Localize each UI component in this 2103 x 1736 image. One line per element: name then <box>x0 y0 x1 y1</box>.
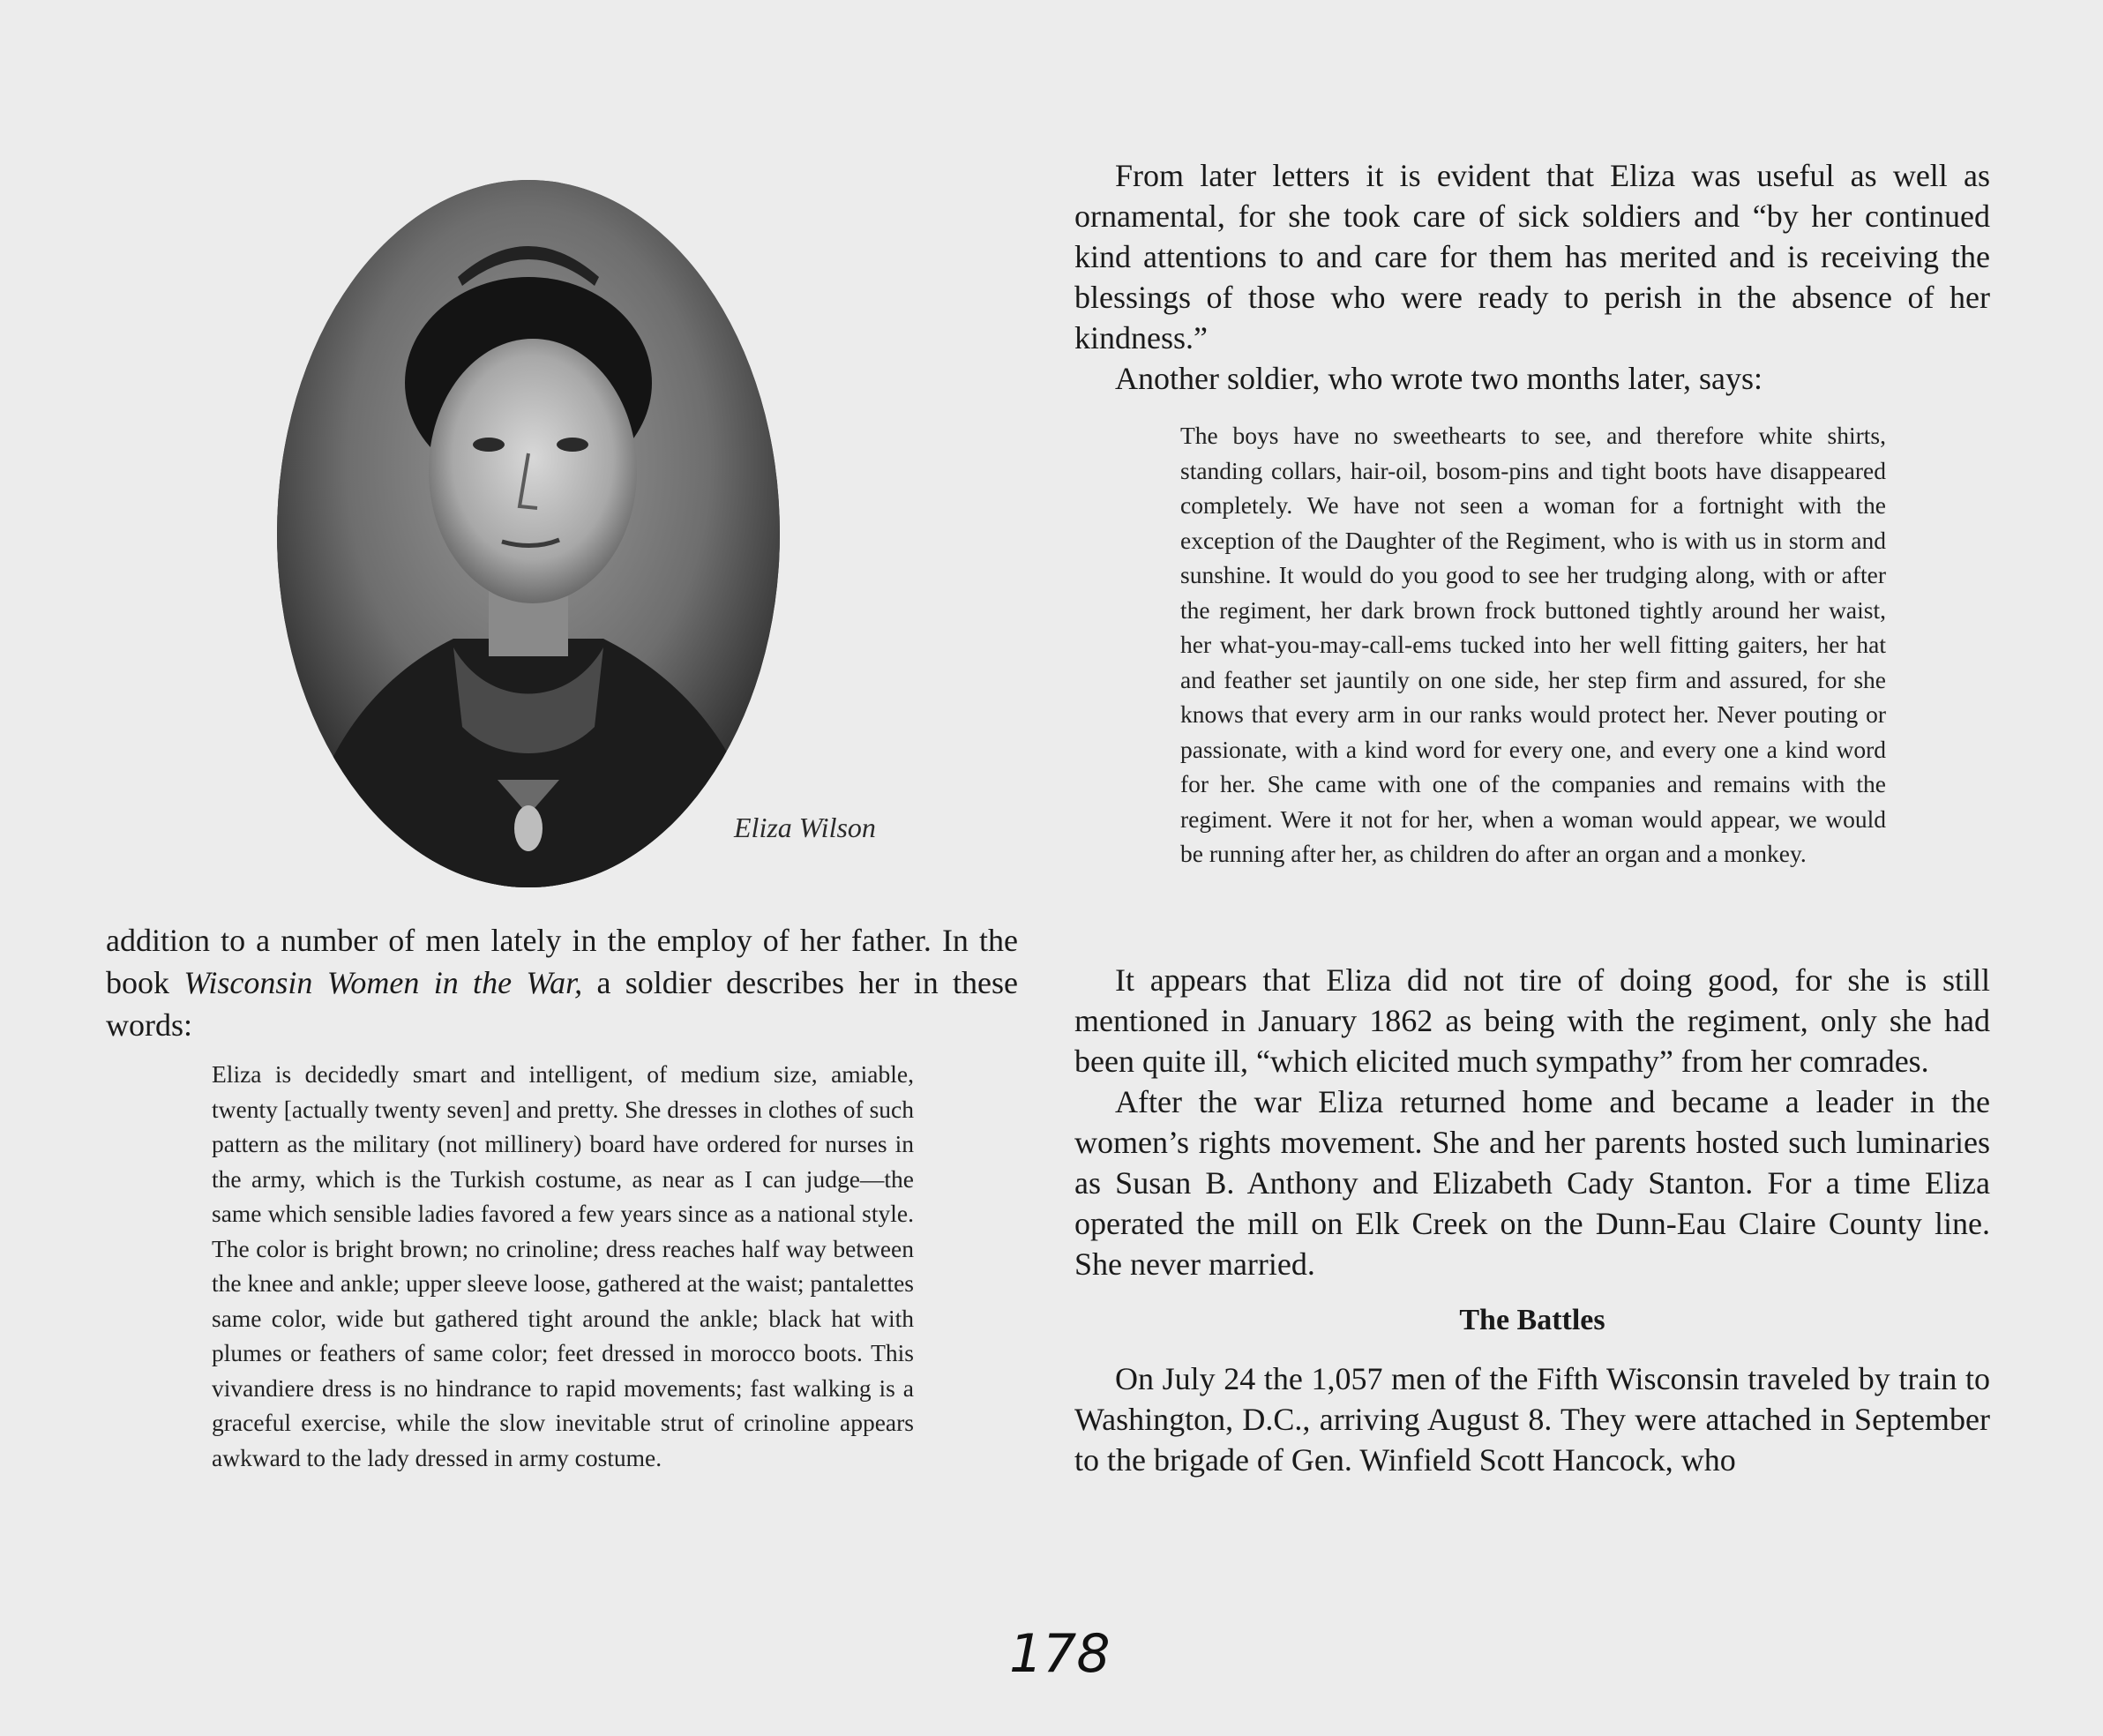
portrait-photo <box>277 180 780 887</box>
left-body-text-pre: addition to a number of men lately in the employ of her father. In the book <box>106 923 1018 1000</box>
paragraph-after-the-war: After the war Eliza returned home and became a leader in the women’s rights movement. She and her parents hosted such luminaries as Susan B. Anthony and Elizabeth Cady Stanton. For a time Eliza operated the mill on Elk Creek on the Dunn-Eau Claire County line. She never married. <box>1074 1084 1990 1282</box>
right-column-lower <box>1074 960 1990 1480</box>
right-column-upper <box>1074 155 1990 399</box>
book-title: Wisconsin Women in the War, <box>183 965 583 1000</box>
section-heading: The Battles <box>1459 1304 1605 1336</box>
right-block-quote: The boys have no sweethearts to see, and therefore white shirts, standing collars, hair-oil, bosom-pins and tight boots have disappeared completely. We have not seen a woman for a fortnight with the exception of the Daughter of the Regiment, who is with us in storm and sunshine. It would do you good to see her trudging along, with or after the regiment, her dark brown frock buttoned tightly around her waist, her what-you-may-call-ems tucked into her well fitting gaiters, her hat and feather set jauntily on one side, her step firm and assured, for she knows that every arm in our ranks would protect her. Never pouting or passionate, with a kind word for every one, and every one a kind word for her. She came with one of the companies and remains with the regiment. Were it not for her, when a woman would appear, we would be running after her, as children do after an organ and a monkey. <box>1180 422 1886 867</box>
left-body-text-post: a soldier describes her in these words: <box>106 965 1019 1043</box>
paragraph-did-not-tire: It appears that Eliza did not tire of doing good, for she is still mentioned in January 1862 as being with the regiment, only she had been quite ill, “which elicited much sympathy” from her comrades. <box>1074 962 1990 1079</box>
left-block-quote: Eliza is decidedly smart and intelligent, of medium size, amiable, twenty [actually twenty seven] and pretty. She dresses in clothes of such pattern as the military (not millinery) board have ordered for nurses in the army, which is the Turkish costume, as near as I can judge—the same which sensible ladies favored a few years since as a national style. The color is bright brown; no crinoline; dress reaches half way between the knee and ankle; upper sleeve loose, gathered at the waist; pantalettes same color, wide but gathered tight around the ankle; black hat with plumes or feathers of same color; feet dressed in morocco boots. This vivandiere dress is no hindrance to rapid movements; fast walking is a graceful exercise, while the slow inevitable strut of crinoline appears awkward to the lady dressed in army costume. <box>212 1060 914 1471</box>
portrait-oval <box>277 180 780 887</box>
left-body-paragraph <box>106 919 1018 1046</box>
paragraph-another-soldier: Another soldier, who wrote two months later, says: <box>1115 361 1762 396</box>
paragraph-july-24: On July 24 the 1,057 men of the Fifth Wisconsin traveled by train to Washington, D.C., arriving August 8. They were attached in September to the brigade of Gen. Winfield Scott Hancock, who <box>1074 1361 1990 1478</box>
portrait-illustration <box>277 180 780 887</box>
paragraph-later-letters: From later letters it is evident that Eliza was useful as well as ornamental, for she took care of sick soldiers and “by her continued kind attentions to and care for them has merited and is receiving the blessings of those who were ready to perish in the absence of her kindness.” <box>1074 158 1990 355</box>
portrait-caption: Eliza Wilson <box>734 812 876 843</box>
page-number: 178 <box>1009 1623 1111 1685</box>
